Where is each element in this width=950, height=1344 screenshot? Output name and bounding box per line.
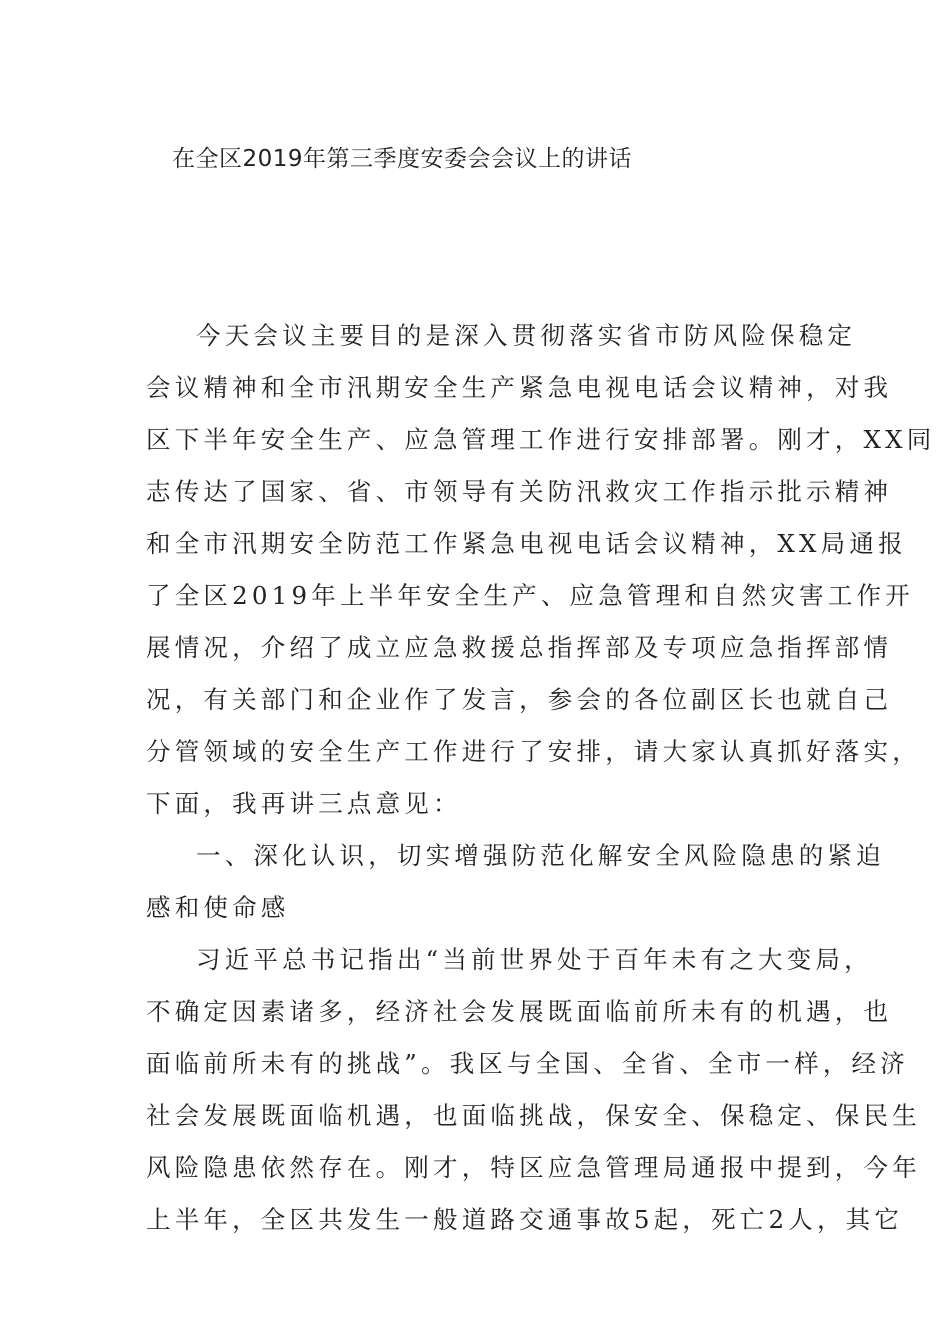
paragraph-line: 会议精神和全市汛期安全生产紧急电视电话会议精神，对我 bbox=[146, 373, 893, 402]
paragraph-line: 展情况，介绍了成立应急救援总指挥部及专项应急指挥部情 bbox=[146, 633, 893, 662]
document-body bbox=[146, 310, 936, 1246]
paragraph-line: 今天会议主要目的是深入贯彻落实省市防风险保稳定 bbox=[196, 321, 857, 350]
document-title: 在全区2019年第三季度安委会会议上的讲话 bbox=[172, 146, 633, 172]
paragraph-line: 习近平总书记指出“当前世界处于百年未有之大变局， bbox=[196, 945, 873, 974]
paragraph-line: 和全市汛期安全防范工作紧急电视电话会议精神，XX局通报 bbox=[146, 529, 907, 558]
paragraph-line: 不确定因素诸多，经济社会发展既面临前所未有的机遇，也 bbox=[146, 997, 893, 1026]
section-heading-line: 感和使命感 bbox=[146, 893, 290, 922]
paragraph-line: 社会发展既面临机遇，也面临挑战，保安全、保稳定、保民生 bbox=[146, 1101, 921, 1130]
paragraph-line: 分管领域的安全生产工作进行了安排，请大家认真抓好落实， bbox=[146, 737, 921, 766]
paragraph-line: 上半年，全区共发生一般道路交通事故5起，死亡2人，其它 bbox=[146, 1205, 904, 1234]
paragraph-line: 下面，我再讲三点意见： bbox=[146, 789, 462, 818]
paragraph-line: 况，有关部门和企业作了发言，参会的各位副区长也就自己 bbox=[146, 685, 893, 714]
section-heading-line: 一、深化认识，切实增强防范化解安全风险隐患的紧迫 bbox=[196, 841, 885, 870]
paragraph-line: 区下半年安全生产、应急管理工作进行安排部署。刚才，XX同 bbox=[146, 425, 936, 454]
paragraph-line: 了全区2019年上半年安全生产、应急管理和自然灾害工作开 bbox=[146, 581, 914, 610]
paragraph-line: 风险隐患依然存在。刚才，特区应急管理局通报中提到，今年 bbox=[146, 1153, 921, 1182]
paragraph-line: 志传达了国家、省、市领导有关防汛救灾工作指示批示精神 bbox=[146, 477, 893, 506]
paragraph-line: 面临前所未有的挑战”。我区与全国、全省、全市一样，经济 bbox=[146, 1049, 909, 1078]
